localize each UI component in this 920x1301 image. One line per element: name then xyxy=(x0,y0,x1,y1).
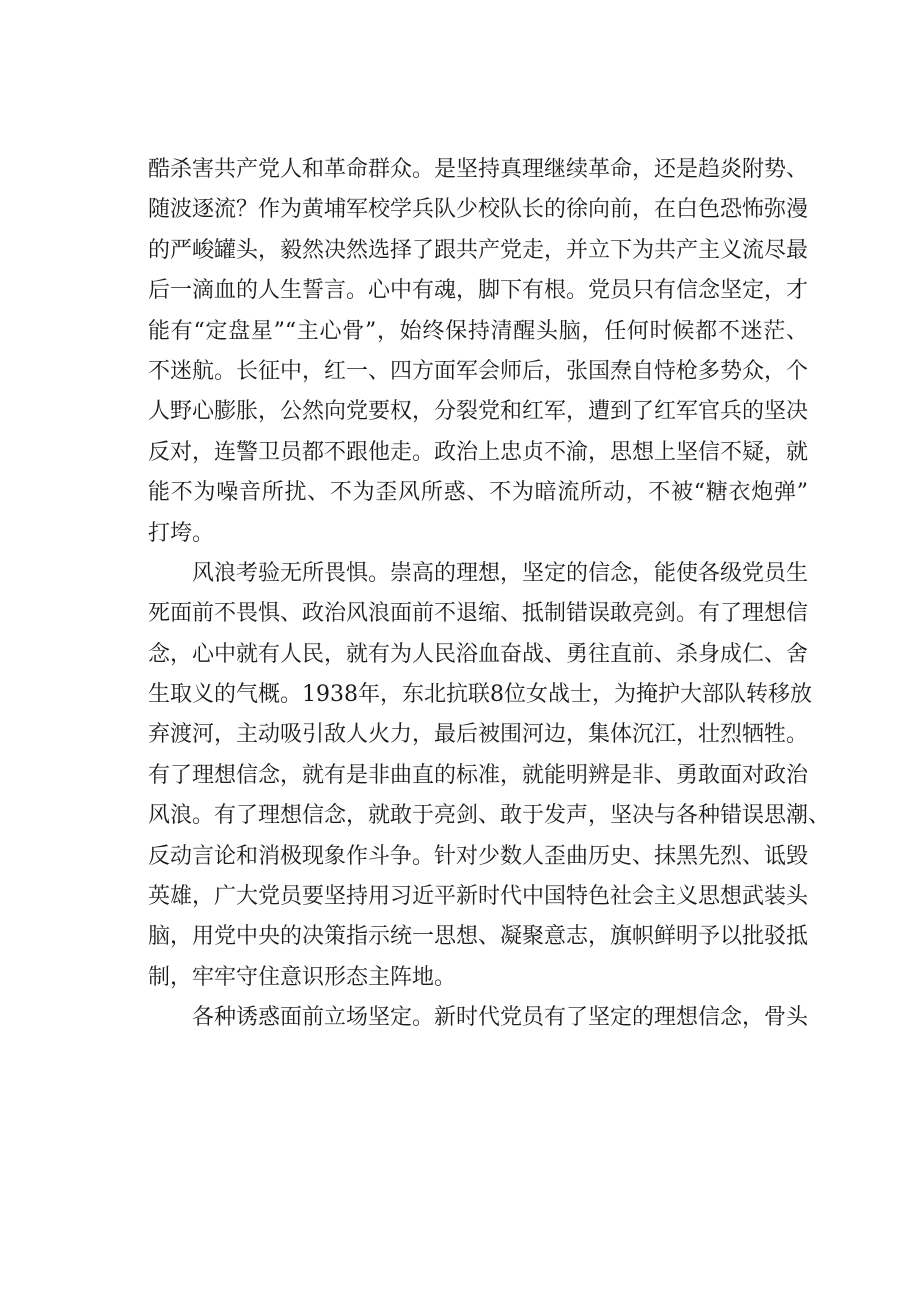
paragraph-start-line: 各种诱惑面前立场坚定。新时代党员有了坚定的理想信念，骨头 xyxy=(192,1005,809,1031)
text-line: 制，牢牢守住意识形态主阵地。 xyxy=(148,964,457,990)
text-line: 反对，连警卫员都不跟他走。政治上忠贞不渝，思想上坚信不疑，就 xyxy=(148,439,809,465)
text-line: 反动言论和消极现象作斗争。针对少数人歪曲历史、抹黑先烈、诋毁 xyxy=(148,843,809,869)
text-line: 念，心中就有人民，就有为人民浴血奋战、勇往直前、杀身成仁、舍 xyxy=(148,641,809,667)
text-line: 人野心膨胀，公然向党要权，分裂党和红军，遭到了红军官兵的坚决 xyxy=(148,399,809,425)
text-line: 能不为噪音所扰、不为歪风所惑、不为暗流所动，不被“糖衣炮弹” xyxy=(148,480,808,506)
text-line: 风浪。有了理想信念，就敢于亮剑、敢于发声，坚决与各种错误思潮、 xyxy=(148,803,831,829)
text-line: 的严峻罐头，毅然决然选择了跟共产党走，并立下为共产主义流尽最 xyxy=(148,237,809,263)
text-line: 酷杀害共产党人和革命群众。是坚持真理继续革命，还是趋炎附势、 xyxy=(148,157,809,182)
text-line: 死面前不畏惧、政治风浪面前不退缩、抵制错误敢亮剑。有了理想信 xyxy=(148,601,809,627)
paragraph-start-line: 风浪考验无所畏惧。崇高的理想，坚定的信念，能使各级党员生 xyxy=(192,560,809,586)
text-line: 能有“定盘星”“主心骨”，始终保持清醒头脑，任何时候都不迷茫、 xyxy=(148,318,808,344)
body-text xyxy=(148,150,831,1039)
text-line: 英雄，广大党员要坚持用习近平新时代中国特色社会主义思想武装头 xyxy=(148,884,809,910)
text-line: 有了理想信念，就有是非曲直的标准，就能明辨是非、勇敢面对政治 xyxy=(148,762,809,788)
text-line: 不迷航。长征中，红一、四方面军会师后，张国焘自恃枪多势众，个 xyxy=(148,358,809,384)
text-line: 后一滴血的人生誓言。心中有魂，脚下有根。党员只有信念坚定，才 xyxy=(148,278,809,304)
text-line: 弃渡河，主动吸引敌人火力，最后被围河边，集体沉江，壮烈牺牲。 xyxy=(148,722,809,748)
text-line: 生取义的气概。1938年，东北抗联8位女战士，为掩护大部队转移放 xyxy=(148,682,812,708)
text-line: 随波逐流？作为黄埔军校学兵队少校队长的徐向前，在白色恐怖弥漫 xyxy=(148,197,809,223)
text-line: 打垮。 xyxy=(148,520,215,546)
text-line: 脑，用党中央的决策指示统一思想、凝聚意志，旗帜鲜明予以批驳抵 xyxy=(148,924,809,950)
